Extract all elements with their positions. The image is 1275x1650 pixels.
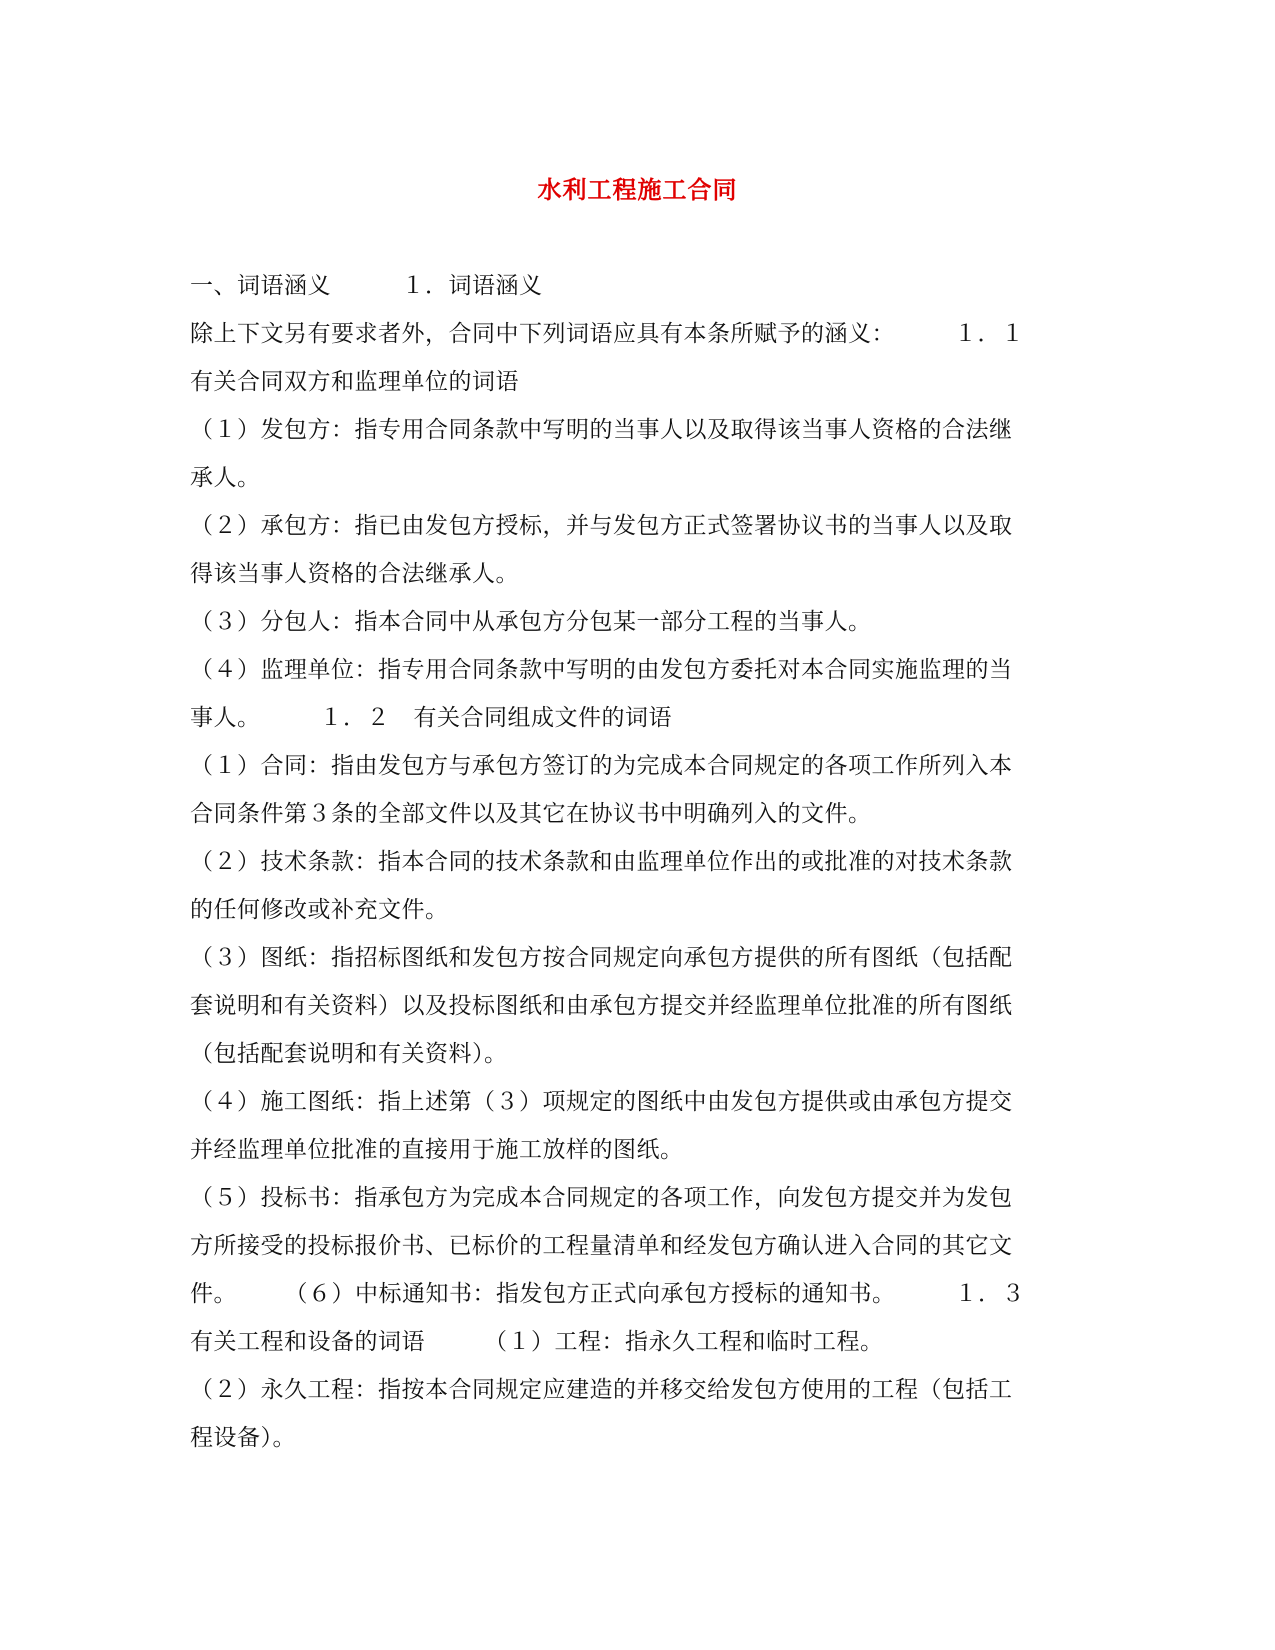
- text-line: 有关合同双方和监理单位的词语: [190, 369, 519, 395]
- text-line: 的任何修改或补充文件。: [190, 897, 449, 923]
- text-line: 除上下文另有要求者外，合同中下列词语应具有本条所赋予的涵义： １．１: [190, 321, 1025, 347]
- text-line: （１）合同：指由发包方与承包方签订的为完成本合同规定的各项工作所列入本: [190, 753, 1013, 779]
- text-line: （４）监理单位：指专用合同条款中写明的由发包方委托对本合同实施监理的当: [190, 657, 1013, 683]
- text-line: 并经监理单位批准的直接用于施工放样的图纸。: [190, 1137, 684, 1163]
- text-line: 套说明和有关资料）以及投标图纸和由承包方提交并经监理单位批准的所有图纸: [190, 993, 1013, 1019]
- text-line: 方所接受的投标报价书、已标价的工程量清单和经发包方确认进入合同的其它文: [190, 1233, 1013, 1259]
- text-line: （３）图纸：指招标图纸和发包方按合同规定向承包方提供的所有图纸（包括配: [190, 945, 1013, 971]
- document-title: 水利工程施工合同: [537, 175, 738, 204]
- text-line: 有关工程和设备的词语 （１）工程：指永久工程和临时工程。: [190, 1329, 884, 1355]
- text-line: 合同条件第３条的全部文件以及其它在协议书中明确列入的文件。: [190, 801, 872, 827]
- text-line: 得该当事人资格的合法继承人。: [190, 561, 519, 587]
- text-line: 程设备）。: [190, 1425, 296, 1451]
- text-line: 一、词语涵义 １．词语涵义: [190, 273, 543, 299]
- text-line: （５）投标书：指承包方为完成本合同规定的各项工作，向发包方提交并为发包: [190, 1185, 1013, 1211]
- text-line: 事人。 １．２ 有关合同组成文件的词语: [190, 705, 672, 731]
- text-line: （２）永久工程：指按本合同规定应建造的并移交给发包方使用的工程（包括工: [190, 1377, 1013, 1403]
- text-line: （２）承包方：指已由发包方授标，并与发包方正式签署协议书的当事人以及取: [190, 513, 1013, 539]
- text-line: （１）发包方：指专用合同条款中写明的当事人以及取得该当事人资格的合法继: [190, 417, 1013, 443]
- document-body: [190, 262, 1070, 1462]
- text-line: 件。 （６）中标通知书：指发包方正式向承包方授标的通知书。 １．３: [190, 1281, 1025, 1307]
- text-line: （包括配套说明和有关资料）。: [190, 1041, 508, 1067]
- text-line: （３）分包人：指本合同中从承包方分包某一部分工程的当事人。: [190, 609, 872, 635]
- text-line: （４）施工图纸：指上述第（３）项规定的图纸中由发包方提供或由承包方提交: [190, 1089, 1013, 1115]
- text-line: 承人。: [190, 465, 261, 491]
- text-line: （２）技术条款：指本合同的技术条款和由监理单位作出的或批准的对技术条款: [190, 849, 1013, 875]
